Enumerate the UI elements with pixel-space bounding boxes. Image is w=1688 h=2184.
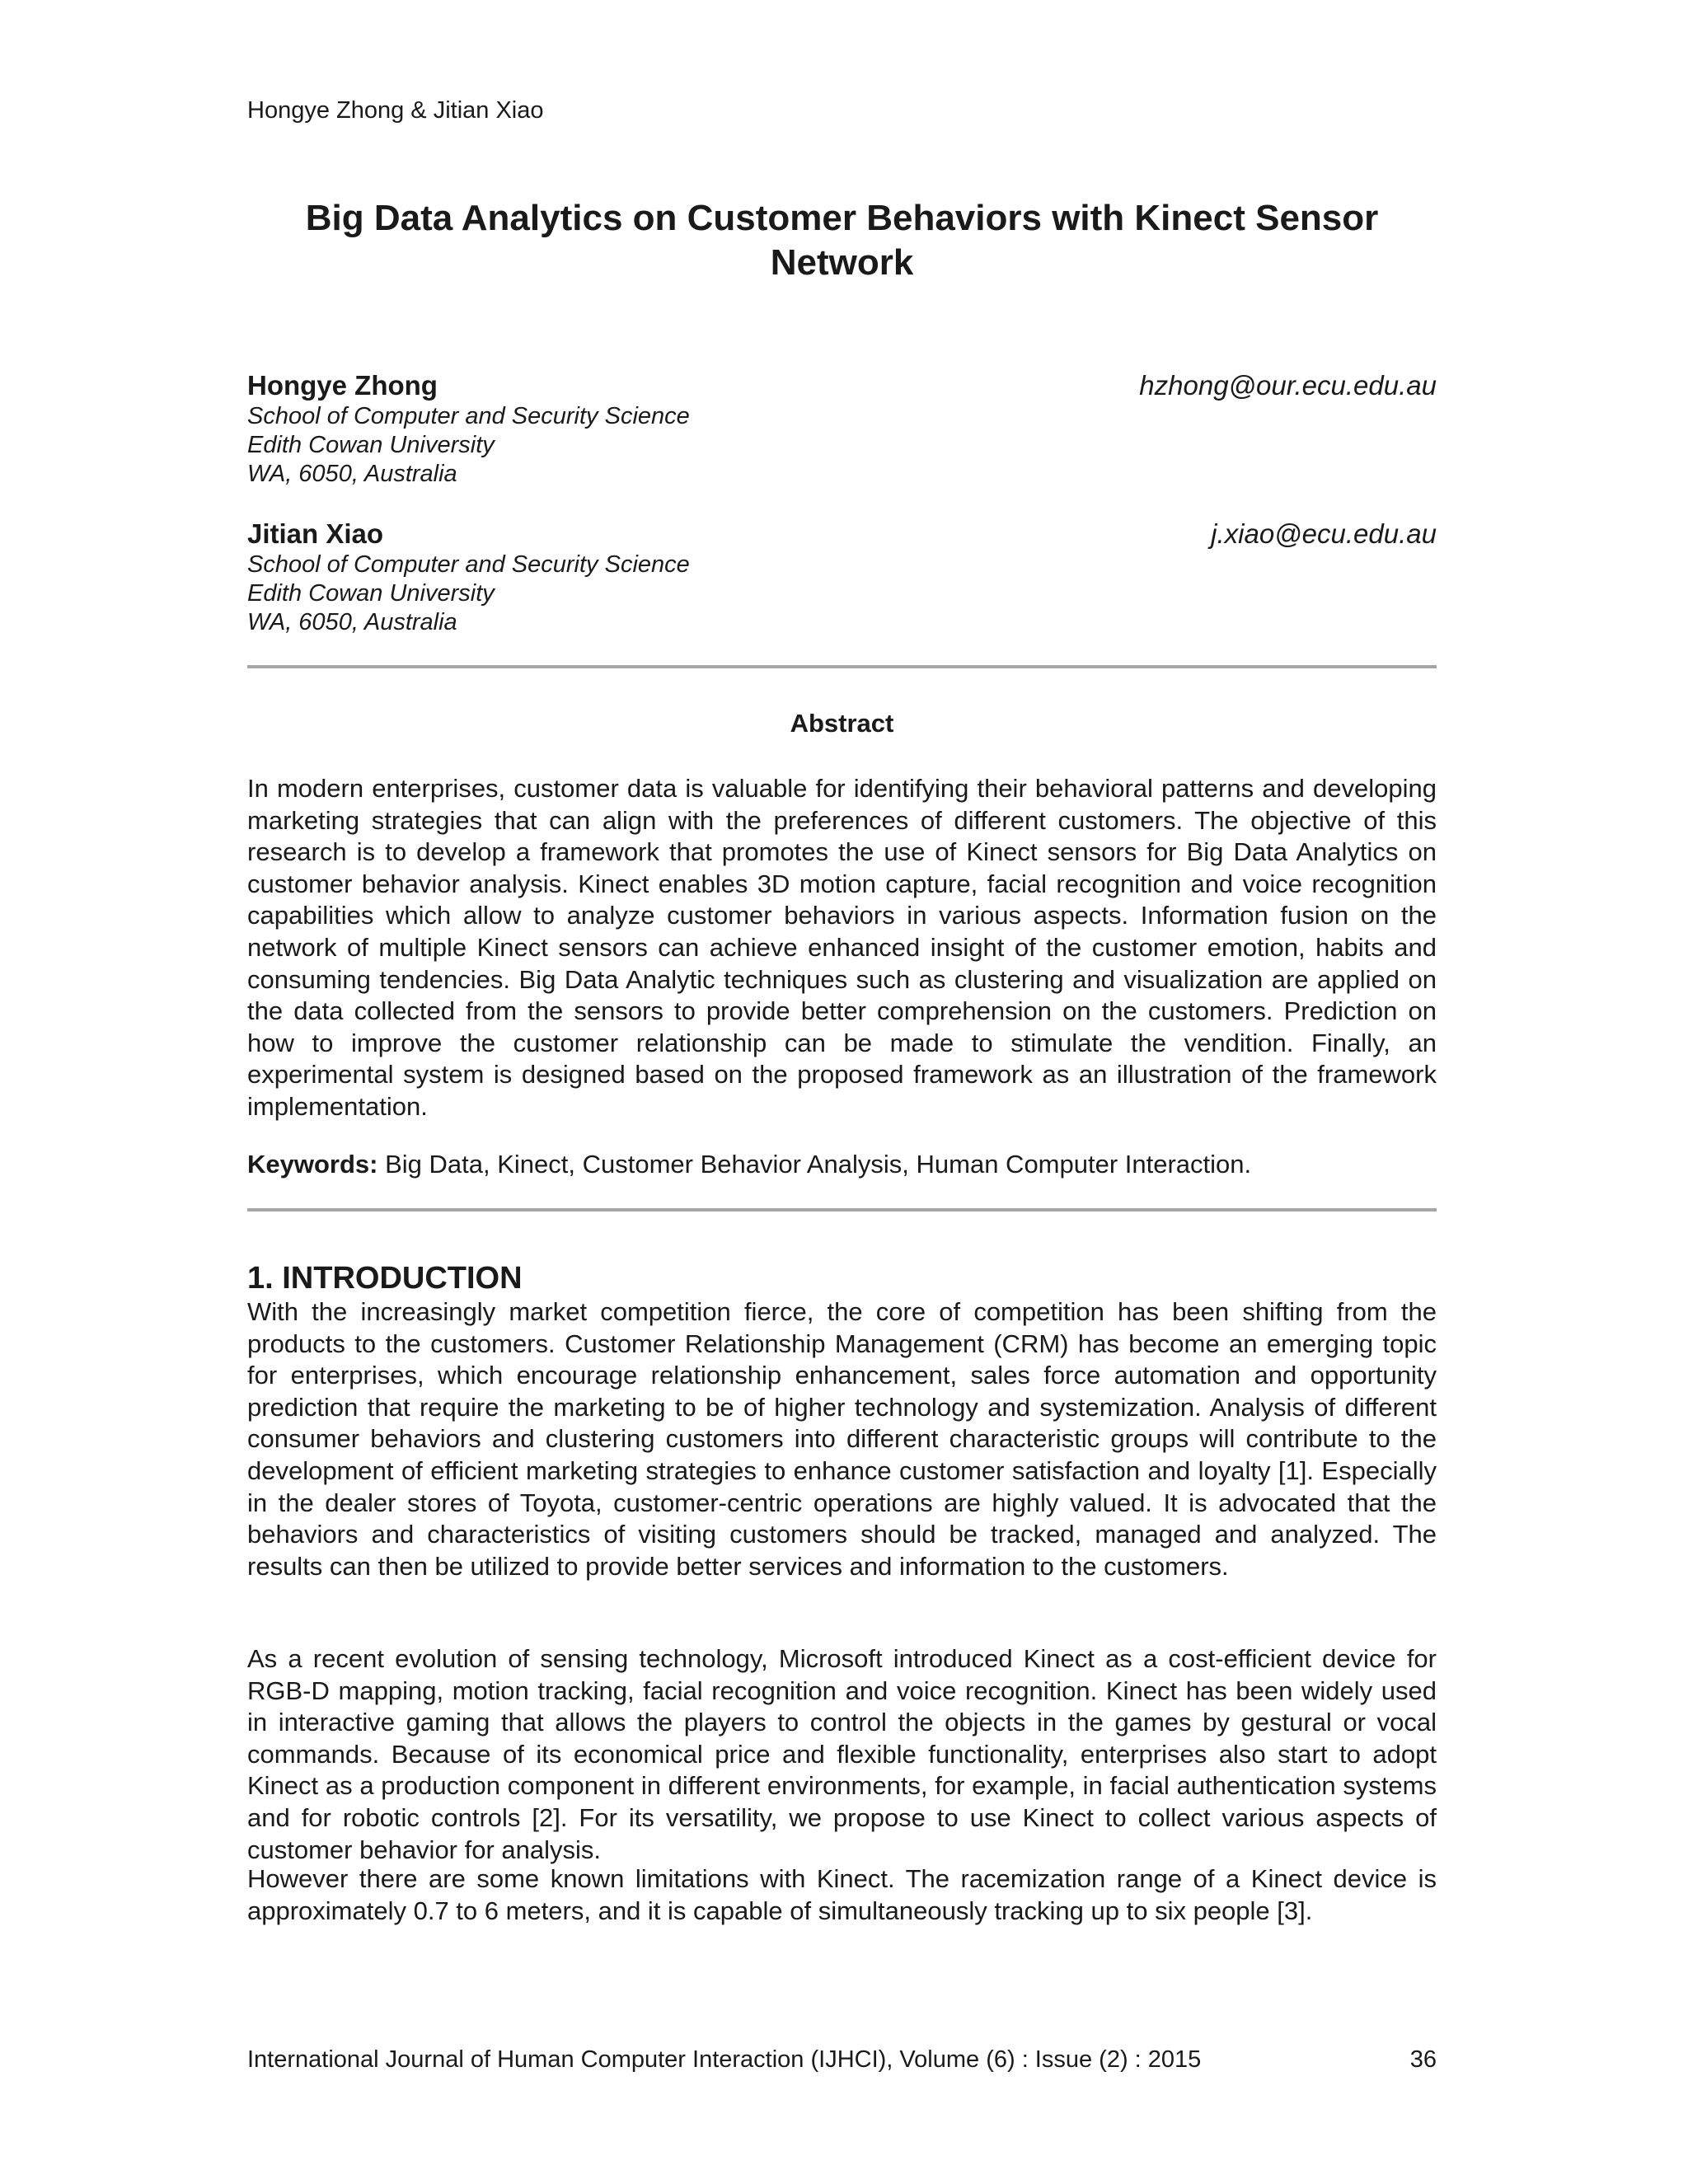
author-affiliation-line: School of Computer and Security Science <box>247 403 690 429</box>
abstract-heading: Abstract <box>790 709 894 738</box>
author-affiliation-line: Edith Cowan University <box>247 580 495 607</box>
intro-paragraph: As a recent evolution of sensing technology, Microsoft introduced Kinect as a cost-efficient device for RGB-D mapping, motion tracking, facial recognition and voice recognition. Kinect has been widely used in interactive gaming that allows the players to control the objects in the games by gestural or vocal commands. Because of its economical price and flexible functionality, enterprises also start to adopt Kinect as a production component in different environments, for example, in facial authentication systems and for robotic controls [2]. For its versatility, we propose to use Kinect to collect various aspects of customer behavior for analysis. <box>247 1644 1437 1864</box>
author-name: Jitian Xiao <box>247 518 384 549</box>
footer-journal: International Journal of Human Computer Interaction (IJHCI), Volume (6) : Issue (2) : 2015 <box>247 2046 1202 2073</box>
author-affiliation-line: WA, 6050, Australia <box>247 461 457 487</box>
page-footer <box>247 2046 1437 2074</box>
author-block <box>247 369 1437 489</box>
author-affiliation-line: WA, 6050, Australia <box>247 609 457 635</box>
page-number: 36 <box>1409 2046 1437 2073</box>
keywords-label: Keywords: <box>247 1150 378 1179</box>
keywords-list: Big Data, Kinect, Customer Behavior Analysis, Human Computer Interaction. <box>385 1150 1252 1179</box>
author-name: Hongye Zhong <box>247 370 438 401</box>
section-heading-introduction: 1. INTRODUCTION <box>247 1261 523 1296</box>
author-email: hzhong@our.ecu.edu.au <box>1139 370 1437 401</box>
author-block <box>247 518 1437 637</box>
keywords <box>247 1149 1437 1181</box>
top-divider <box>247 665 1437 668</box>
abstract-text: In modern enterprises, customer data is valuable for identifying their behavioral patterns and developing marketing strategies that can align with the preferences of different customers. The objective of this research is to develop a framework that promotes the use of Kinect sensors for Big Data Analytics on customer behavior analysis. Kinect enables 3D motion capture, facial recognition and voice recognition capabilities which allow to analyze customer behaviors in various aspects. Information fusion on the network of multiple Kinect sensors can achieve enhanced insight of the customer emotion, habits and consuming tendencies. Big Data Analytic techniques such as clustering and visualization are applied on the data collected from the sensors to provide better comprehension on the customers. Prediction on how to improve the customer relationship can be made to stimulate the vendition. Finally, an experimental system is designed based on the proposed framework as an illustration of the framework implementation. <box>247 774 1437 1121</box>
intro-paragraph: However there are some known limitations with Kinect. The racemization range of a Kinect device is approximately 0.7 to 6 meters, and it is capable of simultaneously tracking up to six people [3]. <box>247 1864 1437 1925</box>
author-affiliation-line: School of Computer and Security Science <box>247 551 690 578</box>
running-head: Hongye Zhong & Jitian Xiao <box>247 97 544 124</box>
author-email: j.xiao@ecu.edu.au <box>1211 518 1437 549</box>
author-affiliation-line: Edith Cowan University <box>247 432 495 458</box>
paper-title: Big Data Analytics on Customer Behaviors with Kinect Sensor Network <box>305 198 1379 283</box>
intro-paragraph: With the increasingly market competition fierce, the core of competition has been shifting from the products to the customers. Customer Relationship Management (CRM) has become an emerging topic for enterprises, which encourage relationship enhancement, sales force automation and opportunity prediction that require the marketing to be of higher technology and systemization. Analysis of different consumer behaviors and clustering customers into different characteristic groups will contribute to the development of efficient marketing strategies to enhance customer satisfaction and loyalty [1]. Especially in the dealer stores of Toyota, customer-centric operations are highly valued. It is advocated that the behaviors and characteristics of visiting customers should be tracked, managed and analyzed. The results can then be utilized to provide better services and information to the customers. <box>247 1297 1437 1581</box>
bottom-divider <box>247 1208 1437 1212</box>
